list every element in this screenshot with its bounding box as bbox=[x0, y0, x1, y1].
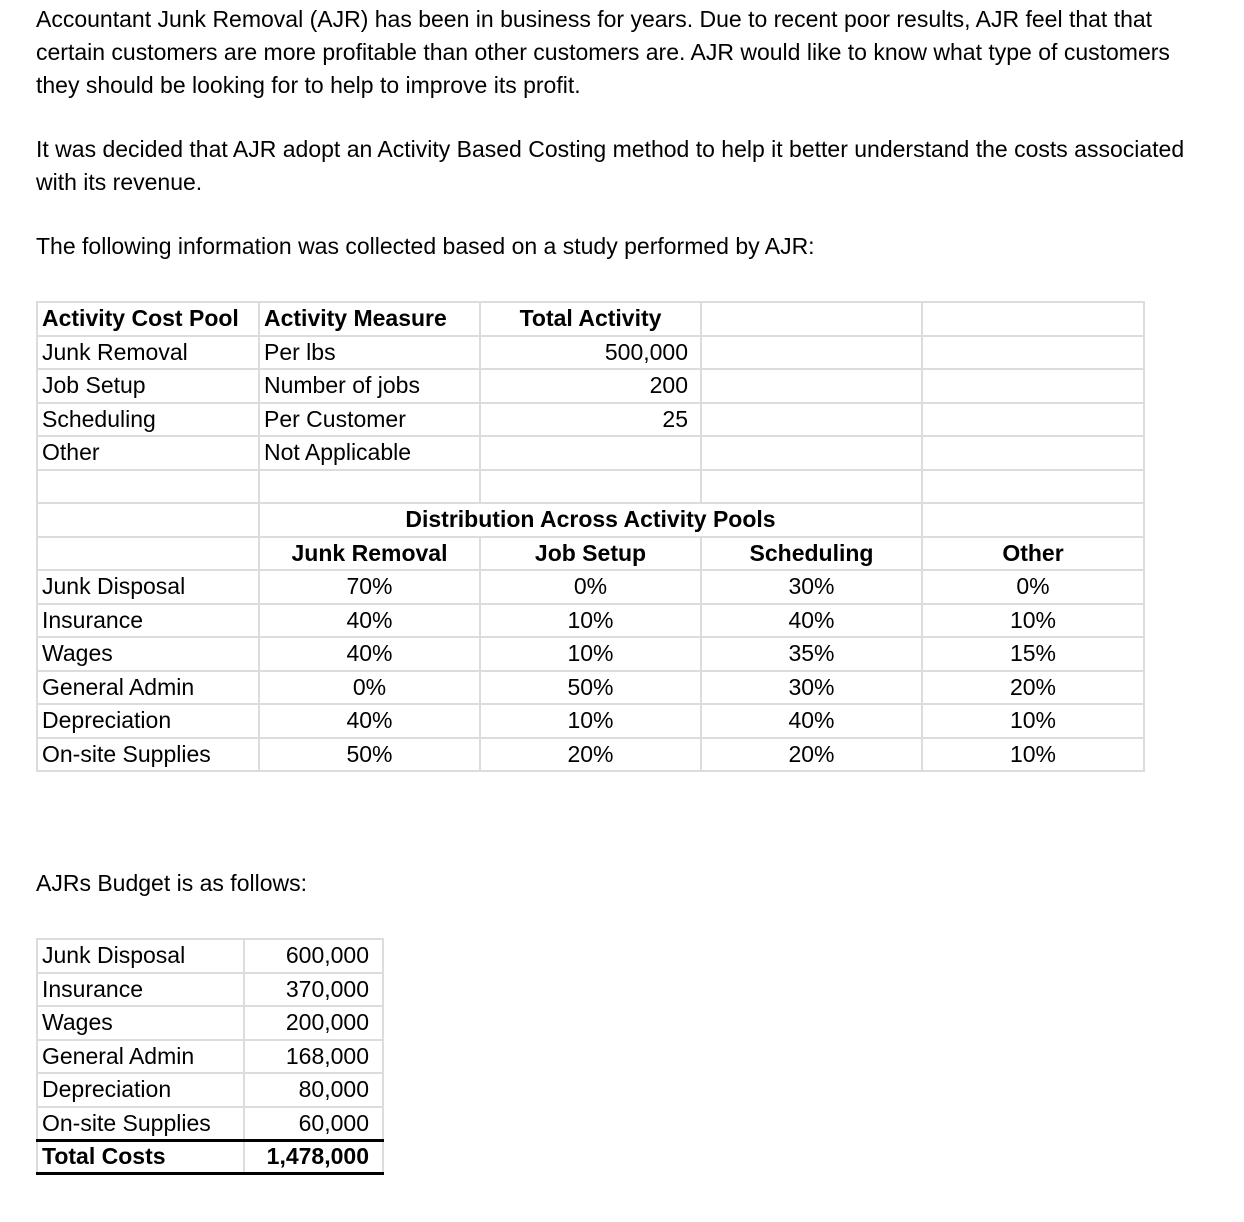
activity-total: 200 bbox=[480, 369, 701, 403]
distribution-label: Insurance bbox=[37, 604, 259, 638]
distribution-value: 0% bbox=[480, 570, 701, 604]
distribution-title: Distribution Across Activity Pools bbox=[259, 503, 922, 537]
activity-pool: Scheduling bbox=[37, 403, 259, 437]
distribution-value: 10% bbox=[480, 637, 701, 671]
distribution-value: 20% bbox=[701, 738, 922, 772]
header-junk-removal: Junk Removal bbox=[259, 537, 480, 571]
distribution-label: Wages bbox=[37, 637, 259, 671]
activity-pool: Other bbox=[37, 436, 259, 470]
distribution-value: 10% bbox=[480, 604, 701, 638]
budget-label: On-site Supplies bbox=[37, 1107, 244, 1141]
distribution-value: 30% bbox=[701, 570, 922, 604]
intro-paragraph-1: Accountant Junk Removal (AJR) has been in business for years. Due to recent poor results, AJR feel that that certain customers are more profitable than other customers are. AJR would like to know what type of customers they should be looking for to help to improve its profit. bbox=[36, 6, 1170, 98]
budget-value: 600,000 bbox=[244, 939, 383, 973]
budget-label: General Admin bbox=[37, 1040, 244, 1074]
activity-row bbox=[37, 403, 1144, 437]
distribution-value: 40% bbox=[701, 704, 922, 738]
activity-measure: Not Applicable bbox=[259, 436, 480, 470]
distribution-label: Junk Disposal bbox=[37, 570, 259, 604]
activity-measure: Per lbs bbox=[259, 336, 480, 370]
distribution-header-row bbox=[37, 537, 1144, 571]
intro-paragraph-2: It was decided that AJR adopt an Activity Based Costing method to help it better understand the costs associated with its revenue. bbox=[36, 136, 1185, 195]
distribution-row bbox=[37, 604, 1144, 638]
header-activity-measure: Activity Measure bbox=[259, 302, 480, 336]
distribution-value: 10% bbox=[922, 704, 1144, 738]
activity-total bbox=[480, 436, 701, 470]
distribution-value: 30% bbox=[701, 671, 922, 705]
distribution-label: On-site Supplies bbox=[37, 738, 259, 772]
activity-measure: Per Customer bbox=[259, 403, 480, 437]
activity-header-row bbox=[37, 302, 1144, 336]
budget-row bbox=[37, 1073, 383, 1107]
header-other: Other bbox=[922, 537, 1144, 571]
budget-heading: AJRs Budget is as follows: bbox=[36, 870, 308, 896]
distribution-value: 0% bbox=[922, 570, 1144, 604]
distribution-value: 15% bbox=[922, 637, 1144, 671]
budget-row bbox=[37, 1107, 383, 1141]
distribution-value: 50% bbox=[480, 671, 701, 705]
budget-value: 200,000 bbox=[244, 1006, 383, 1040]
activity-total: 500,000 bbox=[480, 336, 701, 370]
activity-measure: Number of jobs bbox=[259, 369, 480, 403]
budget-row bbox=[37, 973, 383, 1007]
distribution-value: 20% bbox=[480, 738, 701, 772]
distribution-label: Depreciation bbox=[37, 704, 259, 738]
distribution-value: 20% bbox=[922, 671, 1144, 705]
header-job-setup: Job Setup bbox=[480, 537, 701, 571]
activity-row bbox=[37, 336, 1144, 370]
activity-pool: Junk Removal bbox=[37, 336, 259, 370]
blank-row bbox=[37, 470, 1144, 504]
budget-value: 370,000 bbox=[244, 973, 383, 1007]
distribution-title-row bbox=[37, 503, 1144, 537]
budget-row bbox=[37, 939, 383, 973]
distribution-value: 35% bbox=[701, 637, 922, 671]
budget-total-row bbox=[37, 1140, 383, 1174]
budget-label: Depreciation bbox=[37, 1073, 244, 1107]
distribution-label: General Admin bbox=[37, 671, 259, 705]
budget-label: Junk Disposal bbox=[37, 939, 244, 973]
activity-row bbox=[37, 369, 1144, 403]
activity-distribution-table bbox=[36, 301, 1145, 772]
distribution-row bbox=[37, 671, 1144, 705]
distribution-row bbox=[37, 570, 1144, 604]
budget-total-label: Total Costs bbox=[37, 1140, 244, 1174]
activity-pool: Job Setup bbox=[37, 369, 259, 403]
distribution-value: 40% bbox=[259, 604, 480, 638]
header-activity-cost-pool: Activity Cost Pool bbox=[37, 302, 259, 336]
budget-value: 168,000 bbox=[244, 1040, 383, 1074]
distribution-value: 70% bbox=[259, 570, 480, 604]
budget-total-value: 1,478,000 bbox=[244, 1140, 383, 1174]
distribution-value: 40% bbox=[701, 604, 922, 638]
distribution-value: 40% bbox=[259, 637, 480, 671]
budget-value: 80,000 bbox=[244, 1073, 383, 1107]
distribution-value: 10% bbox=[922, 738, 1144, 772]
budget-label: Wages bbox=[37, 1006, 244, 1040]
distribution-value: 10% bbox=[922, 604, 1144, 638]
budget-label: Insurance bbox=[37, 973, 244, 1007]
distribution-value: 0% bbox=[259, 671, 480, 705]
activity-total: 25 bbox=[480, 403, 701, 437]
budget-table bbox=[36, 938, 384, 1175]
budget-row bbox=[37, 1040, 383, 1074]
distribution-value: 10% bbox=[480, 704, 701, 738]
header-scheduling: Scheduling bbox=[701, 537, 922, 571]
distribution-row bbox=[37, 738, 1144, 772]
distribution-row bbox=[37, 637, 1144, 671]
distribution-row bbox=[37, 704, 1144, 738]
header-total-activity: Total Activity bbox=[480, 302, 701, 336]
budget-row bbox=[37, 1006, 383, 1040]
budget-value: 60,000 bbox=[244, 1107, 383, 1141]
intro-paragraph-3: The following information was collected based on a study performed by AJR: bbox=[36, 233, 815, 259]
distribution-value: 40% bbox=[259, 704, 480, 738]
activity-row bbox=[37, 436, 1144, 470]
distribution-value: 50% bbox=[259, 738, 480, 772]
